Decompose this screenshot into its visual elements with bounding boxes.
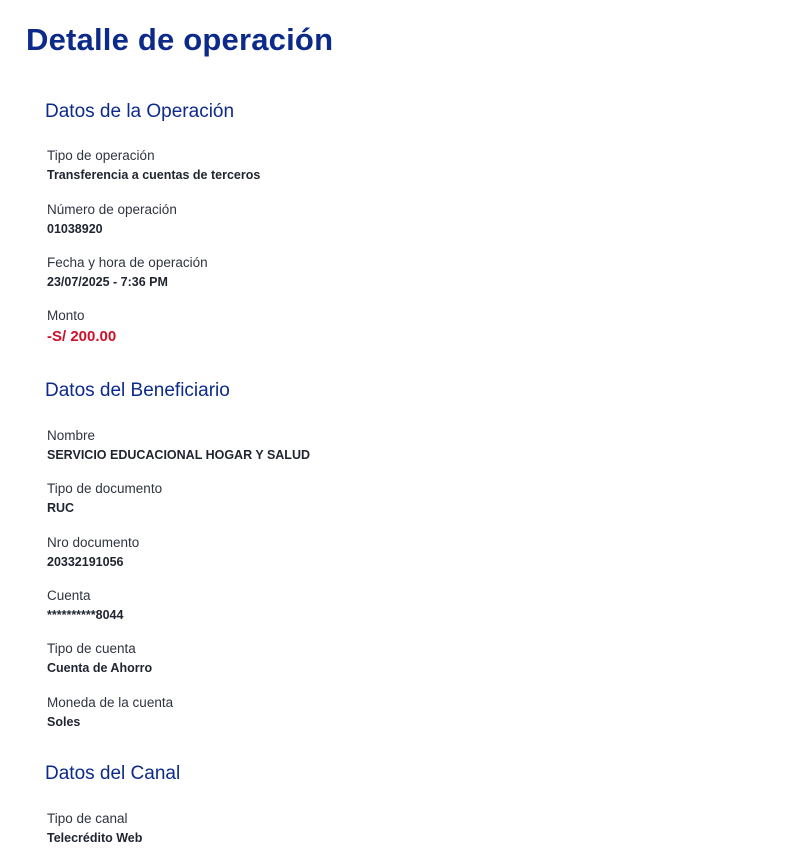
field-value: 20332191056 bbox=[47, 555, 124, 569]
section-title-channel: Datos del Canal bbox=[45, 763, 181, 784]
field-label: Nombre bbox=[47, 428, 96, 443]
field-account-currency bbox=[47, 694, 747, 731]
field-value: 01038920 bbox=[47, 222, 103, 236]
field-operation-number bbox=[47, 201, 747, 238]
field-label: Número de operación bbox=[47, 202, 177, 217]
field-account-type bbox=[47, 640, 747, 677]
field-value: RUC bbox=[47, 501, 75, 515]
field-label: Tipo de canal bbox=[47, 811, 128, 826]
amount-value: -S/ 200.00 bbox=[47, 328, 117, 345]
field-label: Nro documento bbox=[47, 535, 140, 550]
field-beneficiary-name bbox=[47, 427, 747, 464]
field-value: Soles bbox=[47, 715, 81, 729]
field-value: Telecrédito Web bbox=[47, 831, 143, 845]
field-label: Tipo de cuenta bbox=[47, 641, 136, 656]
field-document-type bbox=[47, 480, 747, 517]
field-value: Cuenta de Ahorro bbox=[47, 661, 153, 675]
field-label: Moneda de la cuenta bbox=[47, 695, 174, 710]
field-label: Tipo de operación bbox=[47, 148, 155, 163]
field-value: **********8044 bbox=[47, 608, 124, 622]
field-operation-datetime bbox=[47, 254, 747, 291]
field-label: Cuenta bbox=[47, 588, 91, 603]
field-value: Transferencia a cuentas de terceros bbox=[47, 168, 261, 182]
field-label: Monto bbox=[47, 308, 85, 323]
page-title: Detalle de operación bbox=[26, 22, 334, 57]
section-title-beneficiary: Datos del Beneficiario bbox=[45, 380, 230, 401]
field-operation-type bbox=[47, 147, 747, 184]
field-value: 23/07/2025 - 7:36 PM bbox=[47, 275, 168, 289]
section-title-operation: Datos de la Operación bbox=[45, 101, 235, 122]
field-account bbox=[47, 587, 747, 624]
field-label: Fecha y hora de operación bbox=[47, 255, 208, 270]
field-label: Tipo de documento bbox=[47, 481, 163, 496]
field-document-number bbox=[47, 534, 747, 571]
field-amount bbox=[47, 307, 747, 346]
field-value: SERVICIO EDUCACIONAL HOGAR Y SALUD bbox=[47, 448, 311, 462]
field-channel-type bbox=[47, 810, 747, 847]
